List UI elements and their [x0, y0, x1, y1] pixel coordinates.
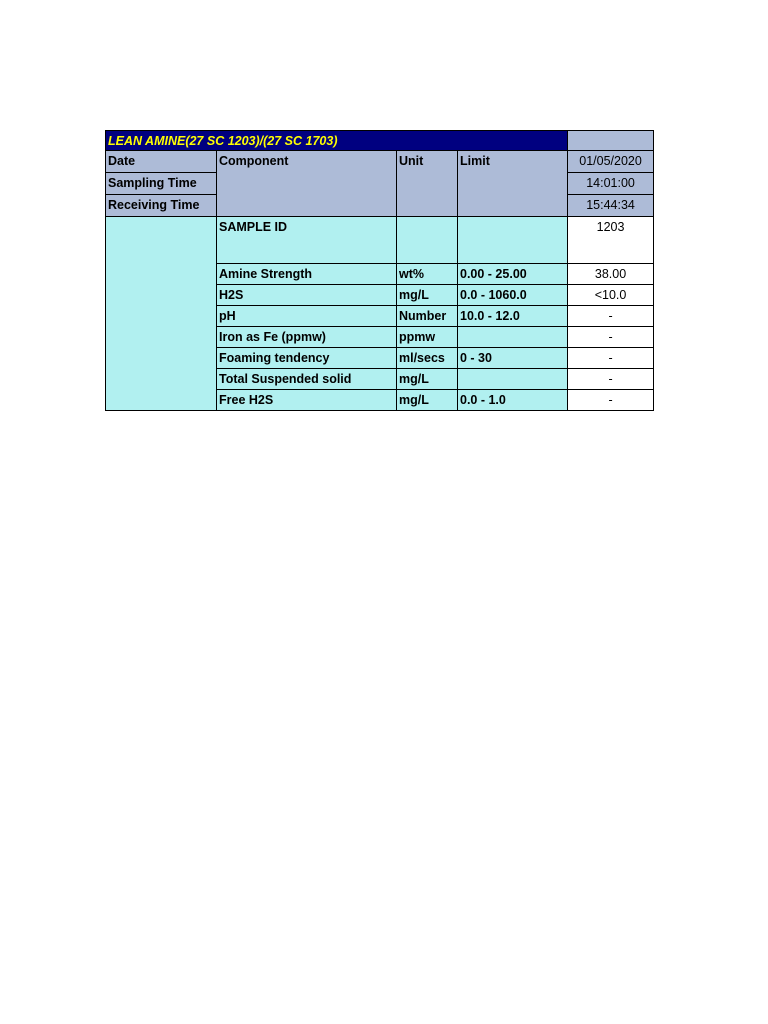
sample-id-row	[106, 217, 654, 264]
sampling-time-label: Sampling Time	[106, 173, 217, 195]
sample-id-label: SAMPLE ID	[217, 217, 397, 264]
row-unit: mg/L	[397, 369, 458, 390]
left-blank-block	[106, 217, 217, 411]
row-unit: mg/L	[397, 390, 458, 411]
receiving-time-value: 15:44:34	[568, 195, 654, 217]
unit-header: Unit	[397, 151, 458, 217]
row-unit: mg/L	[397, 285, 458, 306]
date-value: 01/05/2020	[568, 151, 654, 173]
row-component: Amine Strength	[217, 264, 397, 285]
row-component: H2S	[217, 285, 397, 306]
row-value: <10.0	[568, 285, 654, 306]
row-component: Free H2S	[217, 390, 397, 411]
row-unit: ml/secs	[397, 348, 458, 369]
receiving-time-label: Receiving Time	[106, 195, 217, 217]
row-unit: Number	[397, 306, 458, 327]
row-value: -	[568, 390, 654, 411]
report-title: LEAN AMINE(27 SC 1203)/(27 SC 1703)	[106, 131, 568, 151]
row-unit: ppmw	[397, 327, 458, 348]
row-limit: 10.0 - 12.0	[458, 306, 568, 327]
row-limit: 0.0 - 1060.0	[458, 285, 568, 306]
row-component: Iron as Fe (ppmw)	[217, 327, 397, 348]
title-row	[106, 131, 654, 151]
row-value: 38.00	[568, 264, 654, 285]
row-value: -	[568, 327, 654, 348]
row-component: Foaming tendency	[217, 348, 397, 369]
limit-header: Limit	[458, 151, 568, 217]
sample-id-unit	[397, 217, 458, 264]
title-blank-cell	[568, 131, 654, 151]
row-limit	[458, 369, 568, 390]
row-value: -	[568, 348, 654, 369]
row-limit: 0 - 30	[458, 348, 568, 369]
sample-id-value: 1203	[568, 217, 654, 264]
lab-report-table	[105, 130, 654, 411]
row-limit	[458, 327, 568, 348]
component-header: Component	[217, 151, 397, 217]
date-label: Date	[106, 151, 217, 173]
row-unit: wt%	[397, 264, 458, 285]
row-limit: 0.00 - 25.00	[458, 264, 568, 285]
row-component: pH	[217, 306, 397, 327]
row-limit: 0.0 - 1.0	[458, 390, 568, 411]
row-component: Total Suspended solid	[217, 369, 397, 390]
header-row-date	[106, 151, 654, 173]
row-value: -	[568, 369, 654, 390]
row-value: -	[568, 306, 654, 327]
sampling-time-value: 14:01:00	[568, 173, 654, 195]
sample-id-limit	[458, 217, 568, 264]
